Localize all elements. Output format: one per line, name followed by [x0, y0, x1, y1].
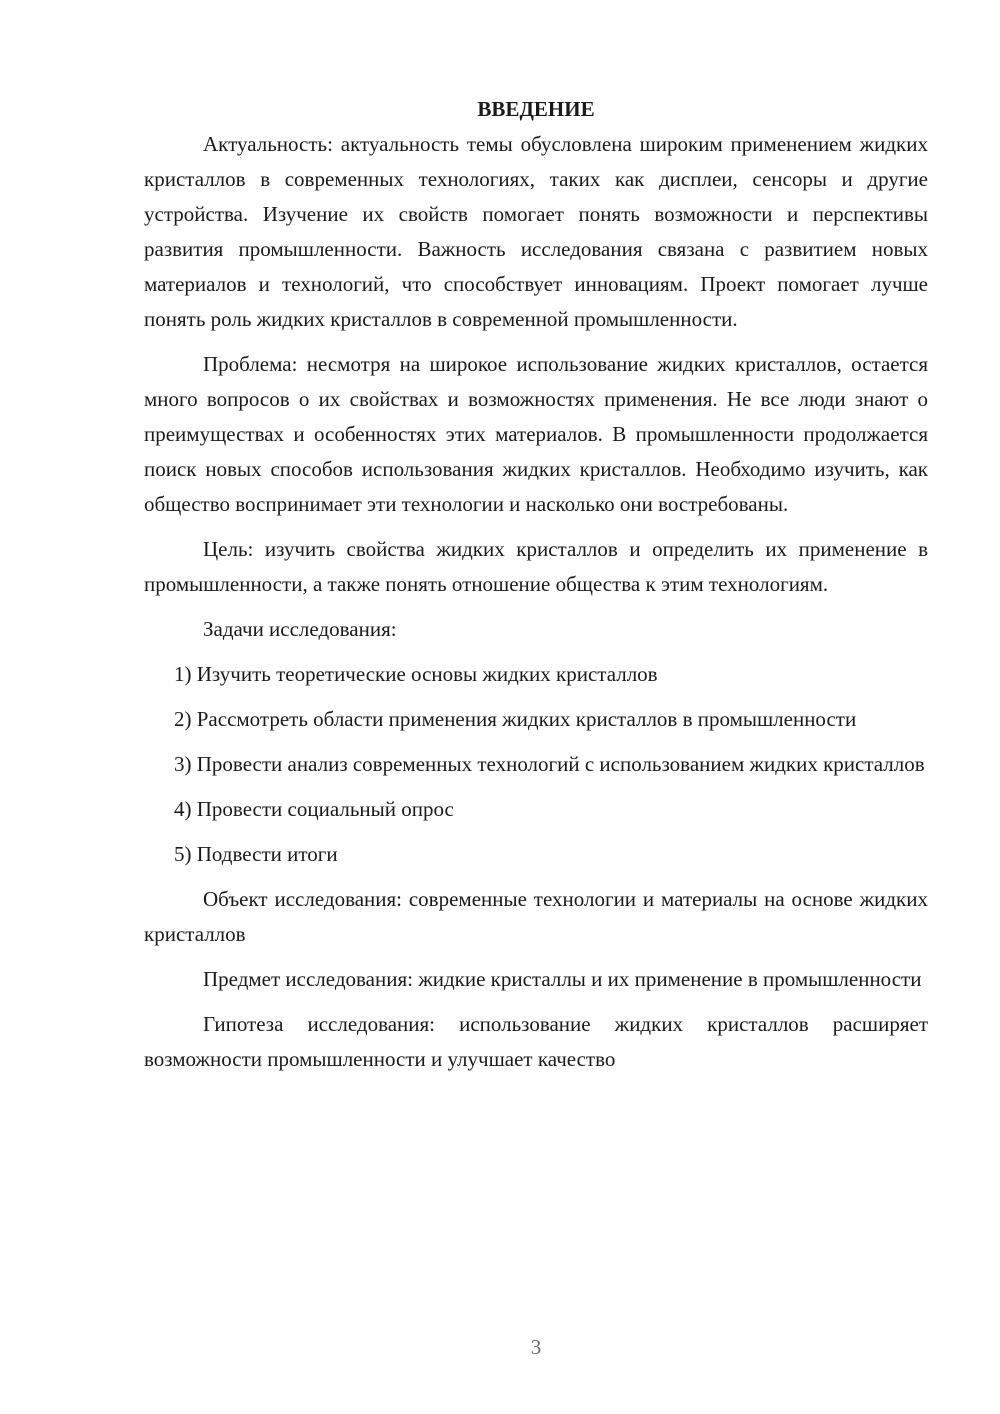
task-item: 2) Рассмотреть области применения жидких кристаллов в промышленности [174, 707, 857, 731]
task-item: 3) Провести анализ современных технологий с использованием жидких кристаллов [174, 752, 925, 776]
section-title: ВВЕДЕНИЕ [477, 97, 595, 121]
page-number: 3 [530, 1335, 542, 1359]
paragraph-hypothesis: Гипотеза исследования: использование жидких кристаллов расширяет возможности промышленности и улучшает качество [144, 1012, 928, 1071]
paragraph-object: Объект исследования: современные технологии и материалы на основе жидких кристаллов [144, 887, 928, 946]
paragraph-subject: Предмет исследования: жидкие кристаллы и их применение в промышленности [203, 967, 922, 991]
paragraph-problem: Проблема: несмотря на широкое использование жидких кристаллов, остается много вопросов о их свойствах и возможностях применения. Не все люди знают о преимуществах и особенностях этих материалов. В промышленности продолжается поиск новых способов использования жидких кристаллов. Необходимо изучить, как общество воспринимает эти технологии и насколько они востребованы. [144, 352, 928, 516]
paragraph-goal: Цель: изучить свойства жидких кристаллов и определить их применение в промышленности, а также понять отношение общества к этим технологиям. [144, 537, 928, 596]
paragraph-relevance: Актуальность: актуальность темы обусловлена широким применением жидких кристаллов в современных технологиях, таких как дисплеи, сенсоры и другие устройства. Изучение их свойств помогает понять возможности и перспективы развития промышленности. Важность исследования связана с развитием новых материалов и технологий, что способствует инновациям. Проект помогает лучше понять роль жидких кристаллов в современной промышленности. [144, 132, 928, 331]
tasks-heading: Задачи исследования: [203, 617, 397, 641]
task-item: 4) Провести социальный опрос [174, 797, 454, 821]
task-item: 5) Подвести итоги [174, 842, 338, 866]
page-content [144, 92, 928, 1087]
task-item: 1) Изучить теоретические основы жидких кристаллов [174, 662, 658, 686]
